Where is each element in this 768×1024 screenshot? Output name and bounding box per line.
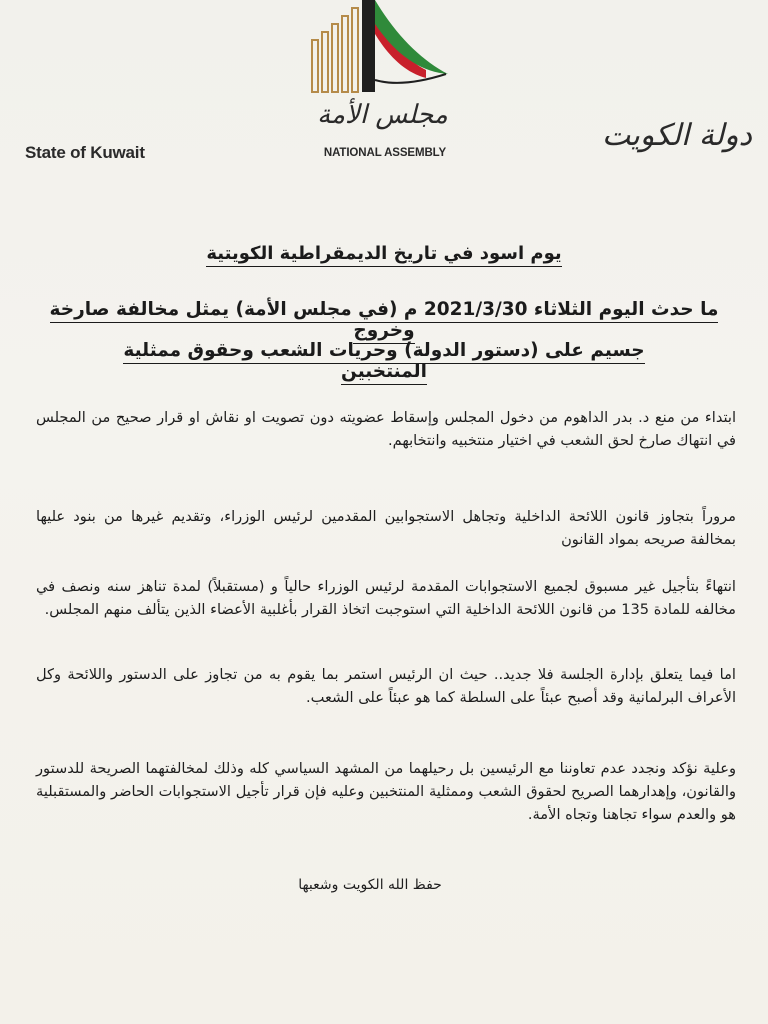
state-of-kuwait-arabic-label: دولة الكويت: [602, 118, 752, 153]
paragraph-2: مروراً بتجاوز قانون اللائحة الداخلية وتجاهل الاستجوابين المقدمين لرئيس الوزراء، وتقديم غيرها من بنود عليها بمخالفة صريحه بمواد القانون: [36, 508, 736, 548]
national-assembly-emblem-icon: [296, 0, 466, 170]
subtitle-line-2-text: جسيم على (دستور الدولة) وحريات الشعب وحقوق ممثلية المنتخبين: [123, 340, 644, 385]
subtitle-line-1-text: ما حدث اليوم الثلاثاء 2021/3/30 م (في مجلس الأمة) يمثل مخالفة صارخة وخروج: [50, 299, 719, 344]
closing-line: حفظ الله الكويت وشعبها: [298, 877, 442, 893]
paragraph-5: وعلية نؤكد ونجدد عدم تعاوننا مع الرئيسين بل رحيلهما من المشهد السياسي كله وذلك لمخالفتهما الصريحة للدستور والقانون، وإهدارهما الصريح لحقوق الشعب وممثلية المنتخبين وعليه فإن قرار تأجيل الاستجوابات الحاضر والمستقبلية هو والعدم سواء تجاهنا وتجاه الأمة.: [36, 760, 736, 823]
paragraph-3: انتهاءً بتأجيل غير مسبوق لجميع الاستجوابات المقدمة لرئيس الوزراء حالياً و (مستقبلاً) لمدة تناهز سنه ونصف في مخالفه للمادة 135 من قانون اللائحة الداخلية التي استوجبت اتخاذ القرار بأغلبية الأعضاء الذين يتألف منهم المجلس.: [36, 578, 736, 618]
paragraph-4: اما فيما يتعلق بإدارة الجلسة فلا جديد.. حيث ان الرئيس استمر بما يقوم به من تجاوز على الدستور واللائحة وكل الأعراف البرلمانية وقد أصبح عبئاً على السلطة كما هو عبئاً على الشعب.: [36, 666, 736, 706]
subtitle-line-2: [80, 340, 688, 382]
subtitle-line-1: [40, 299, 728, 341]
headline-text: يوم اسود في تاريخ الديمقراطية الكويتية: [206, 243, 561, 267]
paragraph-1: ابتداء من منع د. بدر الداهوم من دخول المجلس وإسقاط عضويته دون تصويت او نقاش او قرار صحيح من المجلس في انتهاك صارخ لحق الشعب في اختيار منتخبيه وانتخابهم.: [36, 409, 736, 449]
state-of-kuwait-label: State of Kuwait: [25, 143, 145, 162]
national-assembly-arabic-logo: مجلس الأمة: [317, 100, 448, 130]
letterhead: [0, 0, 768, 185]
national-assembly-english-label: NATIONAL ASSEMBLY: [323, 147, 447, 159]
headline: [200, 243, 568, 264]
columns-icon: [312, 8, 358, 92]
